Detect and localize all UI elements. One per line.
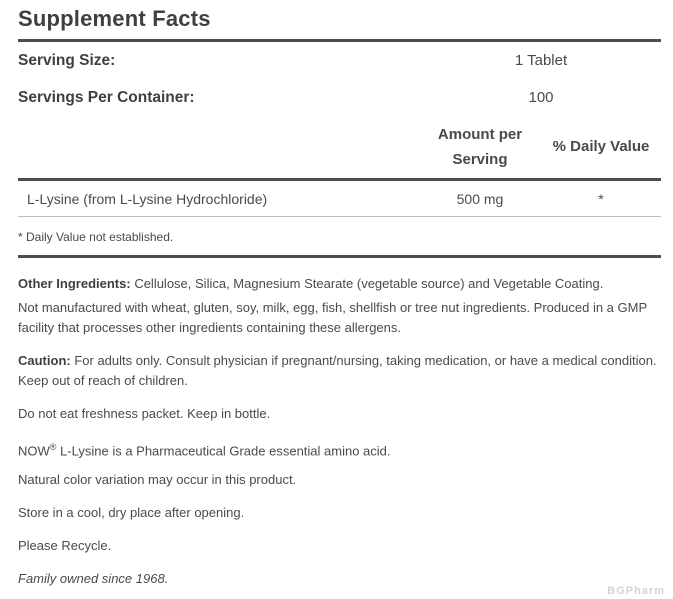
nutrient-amount: 500 mg — [456, 191, 504, 207]
allergen-statement: Not manufactured with wheat, gluten, soy, milk, egg, fish, shellfish or tree nut ingredients. Produced in a GMP facility that processes other ingredients containing these allergens. — [18, 300, 647, 335]
serving-size-value: 1 Tablet — [514, 52, 568, 69]
row-divider — [18, 216, 661, 217]
servings-per-container-label: Servings Per Container: — [18, 89, 195, 106]
supplement-facts-title: Supplement Facts — [18, 6, 211, 31]
top-rule — [18, 39, 661, 42]
recycle-statement: Please Recycle. — [18, 538, 112, 553]
nutrient-daily-value: * — [598, 191, 604, 207]
registered-mark: ® — [49, 442, 57, 452]
caution-text: For adults only. Consult physician if pregnant/nursing, taking medication, or have a medical condition. Keep out of reach of children. — [18, 353, 657, 388]
header-rule — [18, 178, 661, 181]
nutrient-name: L-Lysine (from L-Lysine Hydrochloride) — [27, 191, 268, 207]
serving-size-label: Serving Size: — [18, 52, 116, 69]
other-ingredients-text: Cellulose, Silica, Magnesium Stearate (vegetable source) and Vegetable Coating. — [134, 276, 604, 291]
daily-value-footnote: * Daily Value not established. — [18, 230, 174, 244]
other-ingredients — [18, 274, 663, 294]
servings-per-container-value: 100 — [528, 89, 554, 106]
storage-statement: Store in a cool, dry place after opening. — [18, 505, 245, 520]
freshness-statement: Do not eat freshness packet. Keep in bottle. — [18, 406, 271, 421]
caution-statement — [18, 351, 663, 391]
now-brand: NOW — [18, 443, 50, 459]
color-variation-statement: Natural color variation may occur in this product. — [18, 472, 297, 487]
bottom-rule — [18, 255, 661, 258]
family-owned-statement: Family owned since 1968. — [18, 571, 169, 586]
caution-label: Caution: — [18, 353, 71, 368]
amount-per-serving-header: Amount per Serving — [437, 126, 523, 168]
watermark: BGPharm — [607, 585, 665, 597]
daily-value-header: % Daily Value — [552, 138, 650, 155]
now-text: L-Lysine is a Pharmaceutical Grade essential amino acid. — [60, 443, 391, 459]
other-ingredients-label: Other Ingredients: — [18, 276, 131, 291]
now-statement — [18, 437, 663, 461]
